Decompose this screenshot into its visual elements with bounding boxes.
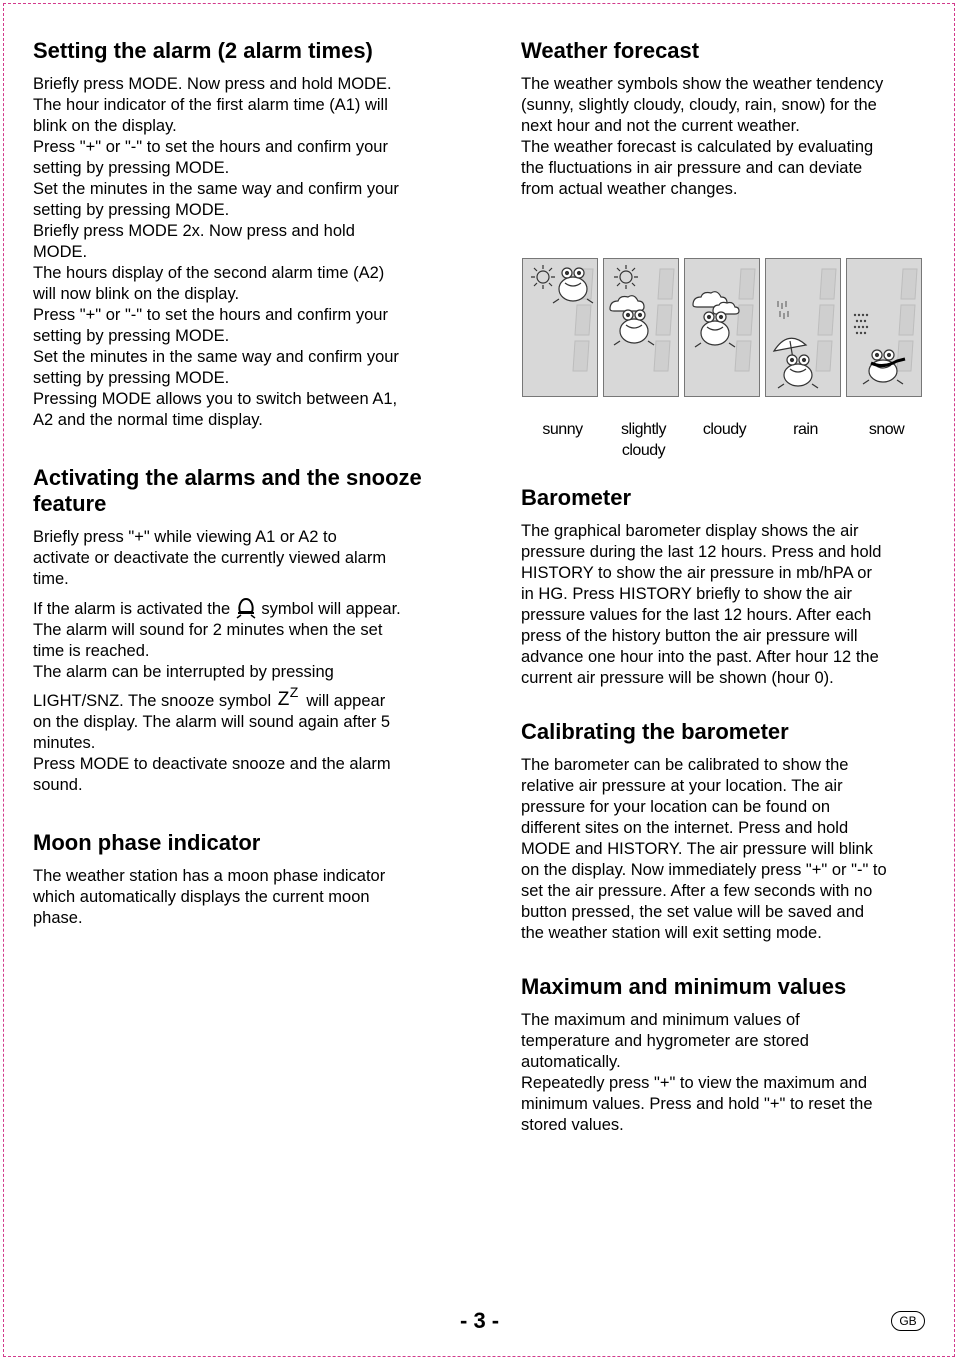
weather-symbol-labels bbox=[522, 419, 936, 461]
activating-line: The alarm will sound for 2 minutes when the set bbox=[33, 621, 383, 639]
rain-icon bbox=[778, 301, 788, 319]
alarm-body bbox=[33, 74, 453, 431]
maxmin-title: Maximum and minimum values bbox=[521, 974, 847, 999]
activating-title-line: feature bbox=[33, 491, 107, 516]
weather-symbol-panels bbox=[522, 258, 936, 397]
frog-icon bbox=[778, 355, 818, 388]
label-slightly-cloudy bbox=[603, 419, 684, 461]
page-number: - 3 - bbox=[460, 1308, 500, 1333]
label-snow: snow bbox=[868, 421, 905, 438]
alarm-line: Briefly press MODE 2x. Now press and hold bbox=[33, 222, 355, 240]
snooze-z-large: Z bbox=[277, 689, 290, 710]
activating-line: on the display. The alarm will sound again after 5 bbox=[33, 713, 391, 731]
alarm-line: A2 and the normal time display. bbox=[33, 411, 263, 429]
alarm-line: The hour indicator of the first alarm time (A1) will bbox=[33, 96, 388, 114]
maxmin-line: The maximum and minimum values of bbox=[521, 1011, 800, 1029]
cloud-icon bbox=[693, 292, 739, 314]
calibrating-line: the weather station will exit setting mode. bbox=[521, 924, 822, 942]
alarm-line: Press "+" or "-" to set the hours and confirm your bbox=[33, 138, 388, 156]
barometer-line: pressure values for the last 12 hours. After each bbox=[521, 606, 872, 624]
activating-line: If the alarm is activated the bbox=[33, 600, 231, 618]
maxmin-line: temperature and hygrometer are stored bbox=[521, 1032, 809, 1050]
calibrating-title: Calibrating the barometer bbox=[521, 719, 789, 744]
forecast-line: The weather forecast is calculated by evaluating bbox=[521, 138, 874, 156]
alarm-line: setting by pressing MODE. bbox=[33, 159, 230, 177]
calibrating-line: different sites on the internet. Press and hold bbox=[521, 819, 849, 837]
calibrating-line: on the display. Now immediately press "+" or "-" to bbox=[521, 861, 887, 879]
moon-section bbox=[33, 830, 453, 929]
forecast-line: from actual weather changes. bbox=[521, 180, 738, 198]
maxmin-line: minimum values. Press and hold "+" to reset the bbox=[521, 1095, 873, 1113]
activating-line: time. bbox=[33, 570, 69, 588]
barometer-line: pressure during the last 12 hours. Press and hold bbox=[521, 543, 882, 561]
moon-line: phase. bbox=[33, 909, 83, 927]
alarm-line: setting by pressing MODE. bbox=[33, 201, 230, 219]
sun-icon bbox=[614, 265, 638, 289]
activating-body bbox=[33, 527, 453, 796]
maxmin-section bbox=[521, 974, 936, 1136]
alarm-line: will now blink on the display. bbox=[33, 285, 240, 303]
forecast-section bbox=[521, 38, 936, 461]
alarm-line: setting by pressing MODE. bbox=[33, 369, 230, 387]
moon-line: The weather station has a moon phase indicator bbox=[33, 867, 386, 885]
forecast-line: (sunny, slightly cloudy, cloudy, rain, snow) for the bbox=[521, 96, 877, 114]
activating-line-with-icon bbox=[33, 596, 401, 620]
weather-panel-rain bbox=[765, 258, 841, 397]
activating-title-line: Activating the alarms and the snooze bbox=[33, 465, 422, 490]
activating-line: will appear bbox=[306, 692, 386, 710]
alarm-line: MODE. bbox=[33, 243, 88, 261]
weather-panel-snow bbox=[846, 258, 922, 397]
barometer-line: current air pressure will be shown (hour 0). bbox=[521, 669, 834, 687]
frog-icon bbox=[614, 310, 654, 345]
moon-body bbox=[33, 866, 453, 929]
forecast-line: The weather symbols show the weather tendency bbox=[521, 75, 884, 93]
maxmin-line: automatically. bbox=[521, 1053, 621, 1071]
moon-title: Moon phase indicator bbox=[33, 830, 261, 855]
barometer-line: press of the history button the air pressure will bbox=[521, 627, 858, 645]
barometer-body bbox=[521, 521, 936, 689]
activating-line: The alarm can be interrupted by pressing bbox=[33, 663, 334, 681]
snooze-zz-icon bbox=[276, 684, 302, 710]
barometer-title: Barometer bbox=[521, 485, 632, 510]
weather-panel-slightly-cloudy bbox=[603, 258, 679, 397]
activating-line: activate or deactivate the currently viewed alarm bbox=[33, 549, 387, 567]
barometer-line: advance one hour into the past. After hour 12 the bbox=[521, 648, 879, 666]
activating-title bbox=[33, 465, 453, 517]
activating-line: symbol will appear. bbox=[261, 600, 401, 618]
barometer-line: HISTORY to show the air pressure in mb/hPA or bbox=[521, 564, 872, 582]
weather-panel-cloudy bbox=[684, 258, 760, 397]
alarm-line: setting by pressing MODE. bbox=[33, 327, 230, 345]
left-column bbox=[33, 38, 453, 957]
barometer-section bbox=[521, 485, 936, 689]
barometer-line: in HG. Press HISTORY briefly to show the air bbox=[521, 585, 853, 603]
label-cloudy: cloudy bbox=[702, 421, 747, 438]
alarm-bell-icon bbox=[235, 596, 257, 620]
calibrating-line: button pressed, the set value will be saved and bbox=[521, 903, 865, 921]
activating-line: LIGHT/SNZ. The snooze symbol bbox=[33, 692, 272, 710]
barometer-line: The graphical barometer display shows the air bbox=[521, 522, 859, 540]
alarm-title: Setting the alarm (2 alarm times) bbox=[33, 38, 373, 63]
calibrating-line: set the air pressure. After a few seconds with no bbox=[521, 882, 873, 900]
weather-panel-sunny bbox=[522, 258, 598, 397]
activating-section bbox=[33, 465, 453, 796]
activating-line: time is reached. bbox=[33, 642, 150, 660]
forecast-line: the fluctuations in air pressure and can deviate bbox=[521, 159, 863, 177]
forecast-line: next hour and not the current weather. bbox=[521, 117, 800, 135]
right-column bbox=[521, 38, 936, 1164]
maxmin-line: stored values. bbox=[521, 1116, 624, 1134]
maxmin-body bbox=[521, 1010, 936, 1136]
alarm-line: Pressing MODE allows you to switch between A1, bbox=[33, 390, 398, 408]
activating-line: Press MODE to deactivate snooze and the alarm bbox=[33, 755, 391, 773]
alarm-line: blink on the display. bbox=[33, 117, 177, 135]
cloud-icon bbox=[610, 296, 644, 311]
activating-line: Briefly press "+" while viewing A1 or A2 to bbox=[33, 528, 337, 546]
forecast-body bbox=[521, 74, 936, 200]
activating-line-with-icon bbox=[33, 684, 386, 712]
snooze-z-small: Z bbox=[289, 684, 299, 700]
maxmin-line: Repeatedly press "+" to view the maximum and bbox=[521, 1074, 868, 1092]
alarm-line: Set the minutes in the same way and confirm your bbox=[33, 348, 399, 366]
calibrating-line: pressure for your location can be found on bbox=[521, 798, 831, 816]
moon-line: which automatically displays the current moon bbox=[33, 888, 370, 906]
alarm-section bbox=[33, 38, 453, 431]
calibrating-line: The barometer can be calibrated to show the bbox=[521, 756, 849, 774]
label-slightly-cloudy-text: slightly cloudy bbox=[621, 421, 666, 459]
forecast-title: Weather forecast bbox=[521, 38, 700, 63]
calibrating-section bbox=[521, 719, 936, 944]
sun-icon bbox=[531, 265, 555, 289]
alarm-line: Press "+" or "-" to set the hours and confirm your bbox=[33, 306, 388, 324]
alarm-line: Set the minutes in the same way and confirm your bbox=[33, 180, 399, 198]
calibrating-body bbox=[521, 755, 936, 944]
calibrating-line: relative air pressure at your location. The air bbox=[521, 777, 843, 795]
frog-icon bbox=[695, 312, 735, 347]
label-rain: rain bbox=[793, 421, 818, 438]
language-badge: GB bbox=[891, 1311, 925, 1331]
label-sunny: sunny bbox=[542, 421, 583, 438]
alarm-line: The hours display of the second alarm time (A2) bbox=[33, 264, 385, 282]
snowflake-icon bbox=[854, 314, 868, 334]
activating-line: sound. bbox=[33, 776, 83, 794]
calibrating-line: MODE and HISTORY. The air pressure will blink bbox=[521, 840, 873, 858]
activating-line: minutes. bbox=[33, 734, 96, 752]
alarm-line: Briefly press MODE. Now press and hold MODE. bbox=[33, 75, 392, 93]
